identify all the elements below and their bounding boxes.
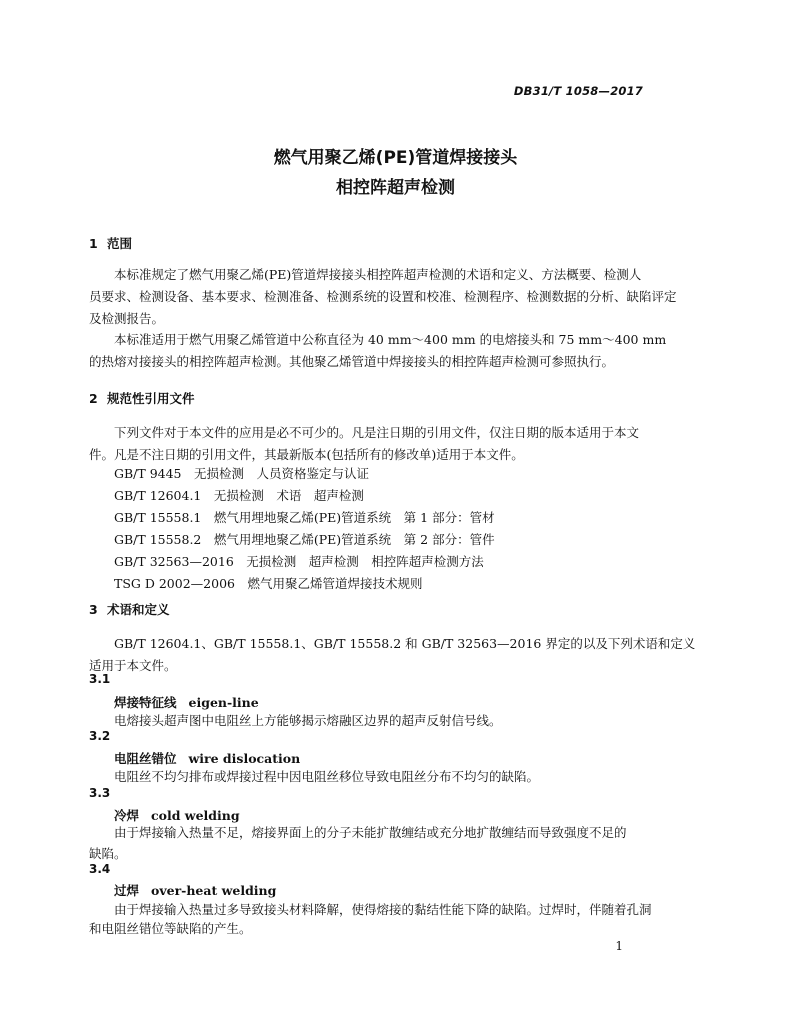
section-number: 2 xyxy=(89,391,98,406)
section-number: 3 xyxy=(89,602,98,617)
reference-item: GB/T 32563—2016 无损检测 超声检测 相控阵超声检测方法 xyxy=(114,554,484,569)
term-heading xyxy=(114,881,276,899)
term-definition: 电熔接头超声图中电阻丝上方能够揭示熔融区边界的超声反射信号线。 xyxy=(114,713,502,728)
text-line: 下列文件对于本文件的应用是必不可少的。凡是注日期的引用文件，仅注日期的版本适用于本文 xyxy=(114,425,640,440)
section-heading-scope xyxy=(89,234,132,252)
term-definition: 电阻丝不均匀排布或焊接过程中因电阻丝移位导致电阻丝分布不均匀的缺陷。 xyxy=(114,769,540,784)
reference-item: GB/T 15558.2 燃气用埋地聚乙烯(PE)管道系统 第 2 部分：管件 xyxy=(114,532,495,547)
term-definition: 由于焊接输入热量不足，熔接界面上的分子未能扩散缠结或充分地扩散缠结而导致强度不足的 xyxy=(114,825,627,840)
terms-intro xyxy=(89,633,696,677)
term-definition-continued: 缺陷。 xyxy=(89,846,127,861)
term-english: cold welding xyxy=(151,808,240,823)
reference-item: TSG D 2002—2006 燃气用聚乙烯管道焊接技术规则 xyxy=(114,576,423,591)
term-number: 3.3 xyxy=(89,786,111,800)
term-heading xyxy=(114,749,300,767)
text-line: 本标准适用于燃气用聚乙烯管道中公称直径为 40 mm～400 mm 的电熔接头和 75 mm～400 mm xyxy=(114,332,667,347)
section-heading-normative-references xyxy=(89,389,195,407)
normative-intro xyxy=(89,422,659,466)
page-number: 1 xyxy=(615,939,623,953)
term-chinese: 焊接特征线 xyxy=(114,695,177,710)
term-heading xyxy=(114,806,240,824)
term-chinese: 冷焊 xyxy=(114,808,140,823)
text-line: 员要求、检测设备、基本要求、检测准备、检测系统的设置和校准、检测程序、检测数据的分析、缺陷评定 xyxy=(89,288,677,304)
standard-code: DB31/T 1058—2017 xyxy=(513,84,643,98)
text-line: 件。凡是不注日期的引用文件，其最新版本(包括所有的修改单)适用于本文件。 xyxy=(89,446,524,462)
text-line: 适用于本文件。 xyxy=(89,657,177,673)
term-chinese: 过焊 xyxy=(114,883,140,898)
text-line: 及检测报告。 xyxy=(89,310,165,326)
text-line: 的热熔对接接头的相控阵超声检测。其他聚乙烯管道中焊接接头的相控阵超声检测可参照执行。 xyxy=(89,353,615,369)
section-title: 术语和定义 xyxy=(107,602,170,617)
reference-item: GB/T 15558.1 燃气用埋地聚乙烯(PE)管道系统 第 1 部分：管材 xyxy=(114,510,495,525)
section-heading-terms xyxy=(89,600,170,618)
section-title: 规范性引用文件 xyxy=(107,391,195,406)
term-number: 3.1 xyxy=(89,672,111,686)
reference-item: GB/T 9445 无损检测 人员资格鉴定与认证 xyxy=(114,466,370,481)
term-english: over-heat welding xyxy=(151,883,277,898)
section-title: 范围 xyxy=(107,236,133,251)
term-heading xyxy=(114,693,259,711)
document-title-line-2: 相控阵超声检测 xyxy=(336,178,455,198)
section-number: 1 xyxy=(89,236,98,251)
term-definition-continued: 和电阻丝错位等缺陷的产生。 xyxy=(89,921,252,936)
term-english: eigen-line xyxy=(188,695,259,710)
term-chinese: 电阻丝错位 xyxy=(114,751,177,766)
document-title-line-1: 燃气用聚乙烯(PE)管道焊接接头 xyxy=(273,148,518,168)
text-line: 本标准规定了燃气用聚乙烯(PE)管道焊接接头相控阵超声检测的术语和定义、方法概要、检测人 xyxy=(114,267,642,282)
scope-paragraph-2 xyxy=(89,329,667,373)
text-line: GB/T 12604.1、GB/T 15558.1、GB/T 15558.2 和 GB/T 32563—2016 界定的以及下列术语和定义 xyxy=(114,636,696,651)
term-number: 3.2 xyxy=(89,729,111,743)
reference-item: GB/T 12604.1 无损检测 术语 超声检测 xyxy=(114,488,364,503)
term-english: wire dislocation xyxy=(188,751,301,766)
term-number: 3.4 xyxy=(89,862,111,876)
scope-paragraph-1 xyxy=(89,264,677,329)
term-definition: 由于焊接输入热量过多导致接头材料降解，使得熔接的黏结性能下降的缺陷。过焊时，伴随着孔洞 xyxy=(114,902,652,917)
